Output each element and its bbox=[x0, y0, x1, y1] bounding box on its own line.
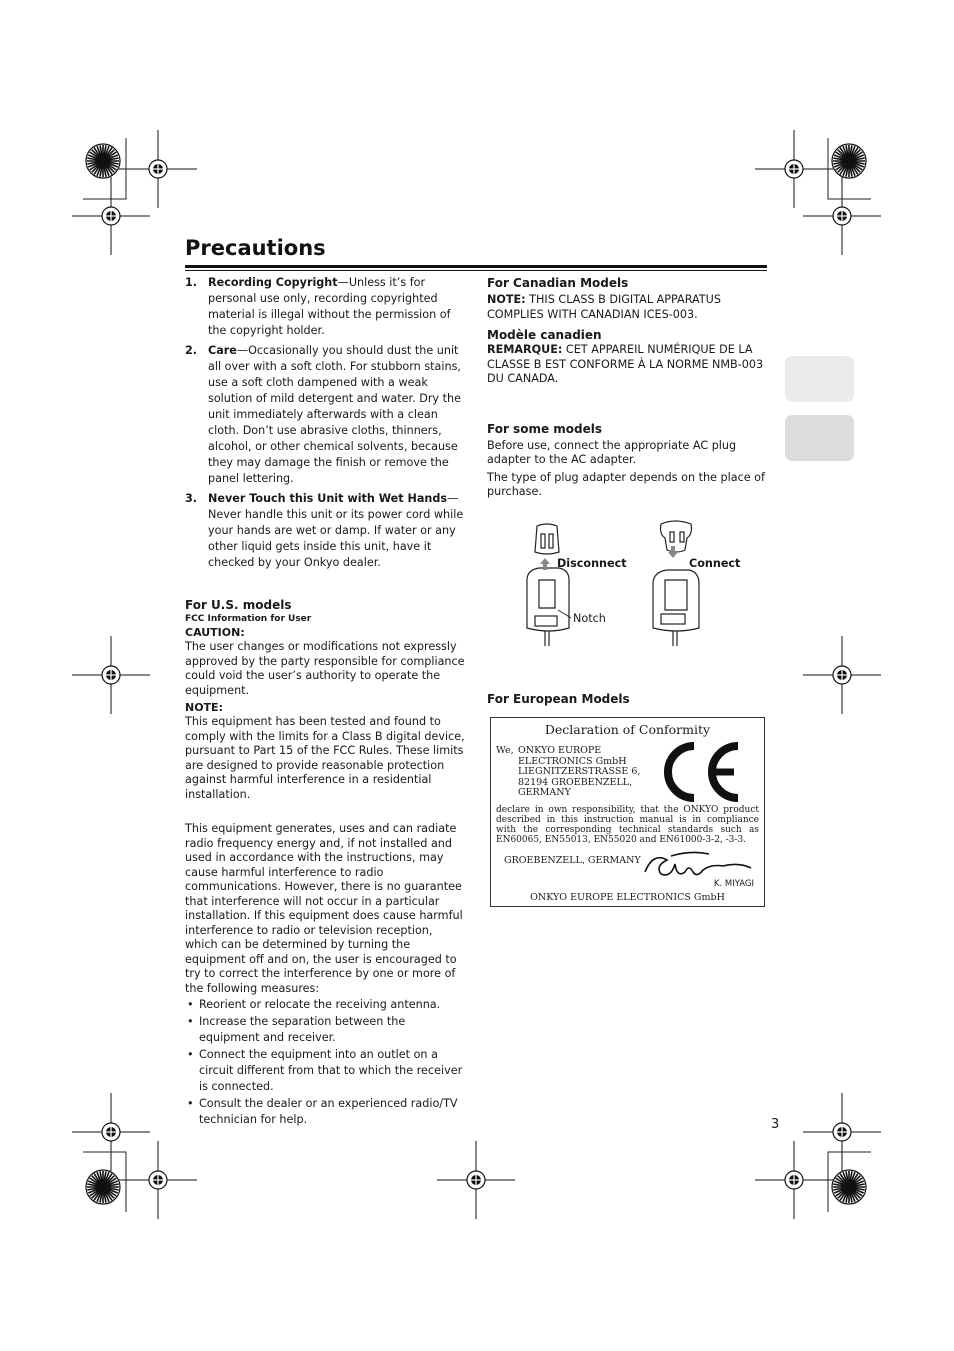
canada-note-label: NOTE: bbox=[487, 293, 526, 306]
item-number: 3. bbox=[185, 492, 198, 505]
canada-fr-label: REMARQUE: bbox=[487, 343, 563, 356]
item-text: —Never handle this unit or its power cord while your hands are wet or damp. If water or any other liquid gets inside this unit, have it checked by your Onkyo dealer. bbox=[208, 492, 464, 569]
connect-label: Connect bbox=[689, 557, 741, 570]
list-item: • Connect the equipment into an outlet on a circuit different from that to which the receiver is connected. bbox=[187, 1048, 463, 1093]
address-line: ONKYO EUROPE bbox=[518, 745, 602, 756]
fcc-paragraph: This equipment generates, uses and can radiate radio frequency energy and, if not installed and used in accordance with the instructions, may cause harmful interference to radio communications. However, there is no guarantee that interference will not occur in a particular installation. If this equipment does cause harmful interference to radio or television reception, which can be determined by turning the equipment off and on, the user is encouraged to try to correct the interference by one or more of the following measures: bbox=[185, 822, 463, 995]
item-heading: Recording Copyright bbox=[208, 276, 338, 289]
some-models-heading: For some models bbox=[487, 421, 602, 436]
side-tab-lower[interactable] bbox=[785, 415, 854, 461]
address-line: GERMANY bbox=[518, 787, 571, 798]
some-models-p2: The type of plug adapter depends on the place of purchase. bbox=[487, 470, 765, 498]
item-text: —Occasionally you should dust the unit all over with a soft cloth. For stubborn stains, use a soft cloth dampened with a weak solution of mild detergent and water. Dry the unit immediately afterwards with a clean cloth. Don’t use abrasive cloths, thinners, alcohol, or other chemical solvents, because they may damage the finish or remove the panel lettering. bbox=[208, 344, 461, 485]
item-heading: Never Touch this Unit with Wet Hands bbox=[208, 492, 448, 505]
canada-fr-heading: Modèle canadien bbox=[487, 328, 602, 342]
side-tab-upper[interactable] bbox=[785, 356, 854, 402]
canada-fr-note bbox=[487, 343, 767, 387]
us-heading: For U.S. models bbox=[185, 598, 292, 612]
address-line: ELECTRONICS GmbH bbox=[518, 755, 627, 767]
disconnect-label: Disconnect bbox=[557, 557, 627, 570]
item-text: —Unless it’s for personal use only, recording copyrighted material is illegal without the permission of the copyright holder. bbox=[208, 276, 451, 337]
title-rule-thin bbox=[185, 270, 767, 271]
fcc-subheading: FCC Information for User bbox=[185, 614, 312, 624]
item-heading: Care bbox=[208, 344, 237, 357]
bullet-text: Increase the separation between the equipment and receiver. bbox=[199, 1015, 406, 1044]
signature bbox=[641, 848, 756, 882]
doc-declaration: declare in own responsibility, that the ONKYO product described in this instruction manual is in compliance with the corresponding technical standards such as EN60065, EN55013, EN55020 and EN61000-3-2, -3-3. bbox=[496, 805, 759, 845]
title-rule-thick bbox=[185, 265, 767, 268]
item-number: 1. bbox=[185, 276, 198, 289]
item-number: 2. bbox=[185, 344, 198, 357]
bullet-text: Connect the equipment into an outlet on a circuit different from that to which the receiver is connected. bbox=[199, 1048, 463, 1093]
plug-adapter-illustration bbox=[515, 518, 745, 653]
some-models-p1: Before use, connect the appropriate AC plug adapter to the AC adapter. bbox=[487, 438, 737, 466]
bullet-text: Consult the dealer or an experienced radio/TV technician for help. bbox=[199, 1097, 458, 1126]
list-item: • Consult the dealer or an experienced radio/TV technician for help. bbox=[187, 1097, 458, 1126]
note-label: NOTE: bbox=[185, 701, 223, 714]
address-line: LIEGNITZERSTRASSE 6, bbox=[518, 766, 641, 777]
list-item: • Reorient or relocate the receiving antenna. bbox=[187, 998, 441, 1011]
right-column bbox=[487, 275, 767, 500]
europe-heading: For European Models bbox=[487, 692, 630, 706]
precaution-item bbox=[185, 275, 465, 339]
page-title: Precautions bbox=[185, 236, 326, 260]
note-text: This equipment has been tested and found to comply with the limits for a Class B digital device, pursuant to Part 15 of the FCC Rules. These limits are designed to provide reasonable protection against harmful interference in a residential installation. bbox=[185, 715, 465, 801]
doc-we: We, bbox=[496, 745, 514, 756]
page-number: 3 bbox=[771, 1117, 780, 1132]
canada-heading: For Canadian Models bbox=[487, 276, 629, 290]
ce-mark-icon bbox=[654, 740, 744, 804]
doc-title: Declaration of Conformity bbox=[544, 722, 711, 737]
canada-fr-text: CET APPAREIL NUMÉRIQUE DE LA CLASSE B EST CONFORME À LA NORME NMB-003 DU CANADA. bbox=[487, 343, 764, 385]
bullet-text: Reorient or relocate the receiving antenna. bbox=[199, 998, 441, 1011]
address-line: 82194 GROEBENZELL, bbox=[518, 776, 633, 788]
canada-note-text: THIS CLASS B DIGITAL APPARATUS COMPLIES WITH CANADIAN ICES-003. bbox=[487, 293, 721, 321]
precaution-item bbox=[185, 343, 465, 487]
precaution-item bbox=[185, 491, 465, 571]
doc-address bbox=[496, 746, 640, 799]
doc-place: GROEBENZELL, GERMANY bbox=[504, 855, 641, 866]
doc-signer: K. MIYAGI bbox=[713, 879, 754, 889]
left-column bbox=[185, 275, 465, 1128]
doc-company: ONKYO EUROPE ELECTRONICS GmbH bbox=[530, 892, 725, 903]
caution-label: CAUTION: bbox=[185, 626, 245, 639]
list-item: • Increase the separation between the equipment and receiver. bbox=[187, 1015, 406, 1044]
canada-note bbox=[487, 293, 767, 322]
declaration-of-conformity bbox=[490, 717, 765, 907]
notch-label: Notch bbox=[573, 612, 606, 625]
caution-text: The user changes or modifications not expressly approved by the party responsible for compliance could void the user’s authority to operate the equipment. bbox=[185, 640, 465, 697]
